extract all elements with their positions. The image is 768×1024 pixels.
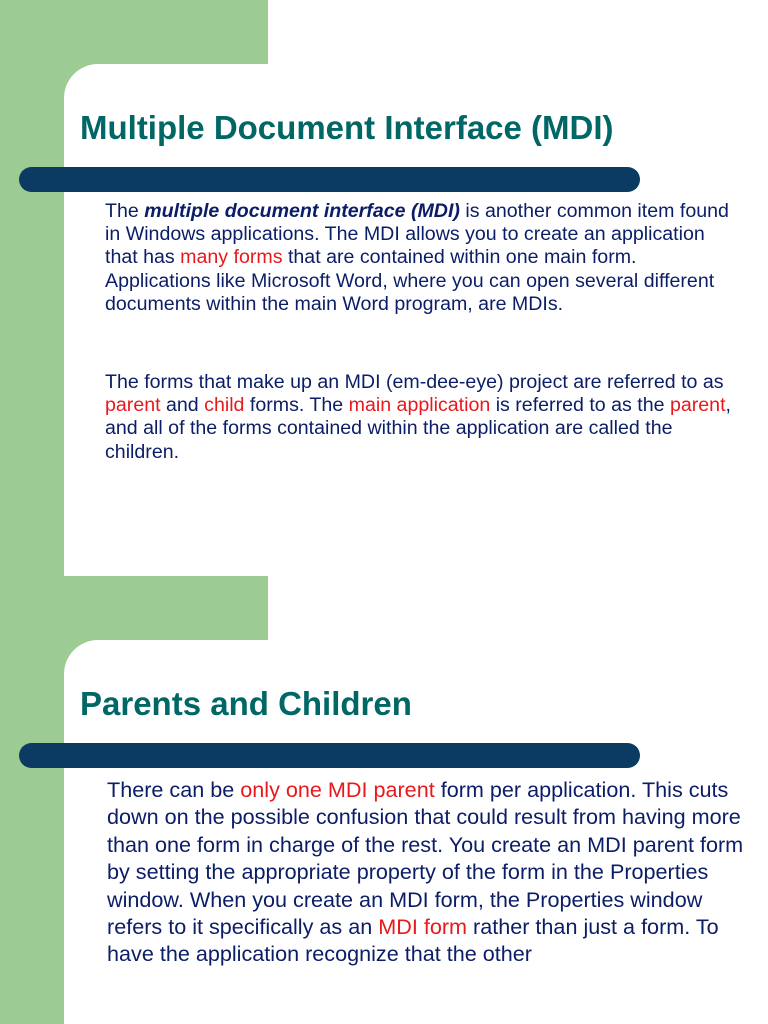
text-run: The: [105, 200, 145, 222]
text-run: , and all of the forms contained within the application are called the children.: [105, 394, 731, 463]
highlight-only-one-mdi-parent: only one MDI parent: [240, 777, 435, 802]
parent-child-paragraph: [105, 371, 735, 464]
highlight-parent-2: parent: [669, 394, 726, 417]
highlight-mdi-form: MDI form: [378, 914, 468, 940]
text-run: rather than just a form. To have the application recognize that the other: [107, 914, 719, 967]
slide-title: Multiple Document Interface (MDI): [80, 109, 614, 146]
text-run: There can be: [107, 777, 241, 802]
slide-parents-children: [0, 576, 768, 1024]
highlight-main-application: main application: [348, 394, 491, 417]
text-run: is referred to as the: [490, 394, 670, 417]
text-run: form per application. This cuts down on the possible confusion that could result from having more than one form in charge of the rest. You create an MDI parent form by setting the appropriate property of the form in the Properties window. When you create an MDI form, the Properties window refers to it specifically as an: [107, 777, 744, 940]
title-rule: [19, 167, 640, 192]
text-run: forms. The: [244, 394, 349, 417]
text-run: that are contained within one main form. Applications like Microsoft Word, where you can open several different documents within the main Word program, are MDIs.: [105, 246, 715, 315]
text-run: is another common item found in Windows applications. The MDI allows you to create an application that has: [105, 200, 729, 269]
slide-title: Parents and Children: [80, 685, 412, 722]
mdi-term: multiple document interface (MDI): [144, 200, 460, 222]
highlight-parent: parent: [105, 394, 161, 417]
mdi-definition-paragraph: [105, 200, 735, 316]
text-run: The forms that make up an MDI (em-dee-eye) project are referred to as: [105, 371, 724, 393]
mdi-parent-paragraph: [107, 776, 747, 968]
text-run: and: [160, 394, 205, 417]
title-rule: [19, 743, 640, 768]
highlight-child: child: [204, 394, 245, 417]
highlight-many-forms: many forms: [180, 246, 283, 269]
